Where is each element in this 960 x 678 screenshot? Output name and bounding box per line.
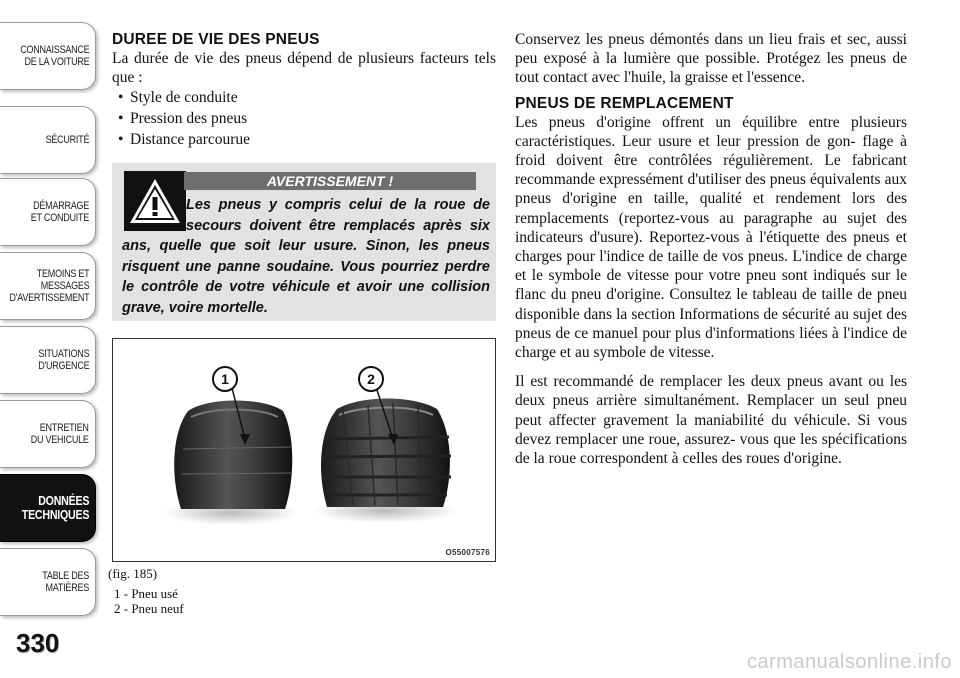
right-column [515, 30, 907, 468]
figure-code: O55007576 [445, 548, 490, 557]
chapter-sidebar [0, 0, 100, 678]
left-column [112, 30, 496, 150]
storage-paragraph: Conservez les pneus démontés dans un lieu frais et sec, aussi peu exposé à la lumière que possible. Protégez les pneus de tout contact avec l'huile, la graisse et l'essence. [515, 31, 907, 87]
tab-label: CONNAISSANCE DE LA VOITURE [19, 44, 89, 68]
page-number: 330 [16, 628, 60, 658]
callout-1: 1 [221, 371, 229, 387]
tire-illustration [113, 339, 495, 561]
tab-label: TEMOINS ET MESSAGES D'AVERTISSEMENT [9, 268, 89, 304]
warning-header: AVERTISSEMENT ! [184, 172, 476, 190]
section-heading-duree: DUREE DE VIE DES PNEUS [112, 31, 320, 48]
tire-figure [112, 338, 496, 562]
list-item: • Pression des pneus [112, 108, 496, 129]
new-tire-shape [321, 399, 451, 508]
tab-label: TABLE DES MATIÈRES [42, 570, 89, 594]
tab-situations[interactable] [0, 326, 96, 394]
tab-connaissance[interactable] [0, 22, 96, 90]
warning-body: Les pneus y compris celui de la roue de secours doivent être remplacés après six ans, quelle que soit leur usure. Sinon, les pneus risquent une panne soudaine. Vous pourriez perdre le contrôle de votre véhicule et avoir une collision grave, voire mortelle. [122, 197, 490, 316]
tab-donnees-techniques[interactable] [0, 474, 96, 542]
worn-tire-shape [174, 401, 292, 510]
recommendation-paragraph: Il est recommandé de remplacer les deux pneus avant ou les deux pneus arrière simultanément. Remplacer un seul pneu peut affecter gravement la maniabilité du véhicule. Si vous devez remplacer une roue, assurez- vous que les spécifications de la roue correspondent à celles des roues d'origine. [515, 373, 907, 468]
tab-entretien[interactable] [0, 400, 96, 468]
factors-list [112, 87, 496, 150]
warning-text [122, 195, 490, 318]
tab-label: SITUATIONS D'URGENCE [37, 348, 89, 372]
tab-temoins[interactable] [0, 252, 96, 320]
tab-table-des-matieres[interactable] [0, 548, 96, 616]
replacement-paragraph: Les pneus d'origine offrent un équilibre entre plusieurs caractéristiques. Leur usure et leur pression de gon- flage à froid doivent être contrôlées régulièrement. Le fabricant recommande expressément d'utiliser des pneus équivalents aux pneus d'origine en taille, qualité et rendement lors des remplacements (reportez-vous au paragraphe au sujet des indicateurs d'usure). Reportez-vous à l'étiquette des pneus et charges pour l'indice de taille de vos pneus. L'indice de charge et le symbole de vitesse pour votre pneu sont indiqués sur le flanc du pneu d'origine. Consultez le tableau de taille de pneu disponible dans la section Informations de sécurité au sujet des pneus de ce manuel pour plus d'informations liées à l'indice de charge et au symbole de vitesse. [515, 113, 907, 362]
tab-label: SÉCURITÉ [45, 134, 89, 146]
watermark: carmanualsonline.info [746, 651, 952, 673]
warning-box [112, 163, 496, 321]
tab-securite[interactable] [0, 106, 96, 174]
list-item: • Style de conduite [112, 87, 496, 108]
legend-item: 1 - Pneu usé [114, 586, 178, 601]
tab-label: DÉMARRAGE ET CONDUITE [30, 200, 89, 224]
figure-caption: (fig. 185) [108, 566, 158, 581]
section-heading-remplacement: PNEUS DE REMPLACEMENT [515, 94, 734, 112]
duree-intro: La durée de vie des pneus dépend de plusieurs facteurs tels que : [112, 50, 496, 87]
legend-item: 2 - Pneu neuf [114, 601, 184, 616]
figure-legend [114, 586, 184, 616]
tab-demarrage[interactable] [0, 178, 96, 246]
tab-label: DONNÉES TECHNIQUES [21, 493, 89, 522]
tab-label: ENTRETIEN DU VEHICULE [31, 422, 89, 446]
callout-2: 2 [367, 371, 375, 387]
list-item: • Distance parcourue [112, 129, 496, 150]
